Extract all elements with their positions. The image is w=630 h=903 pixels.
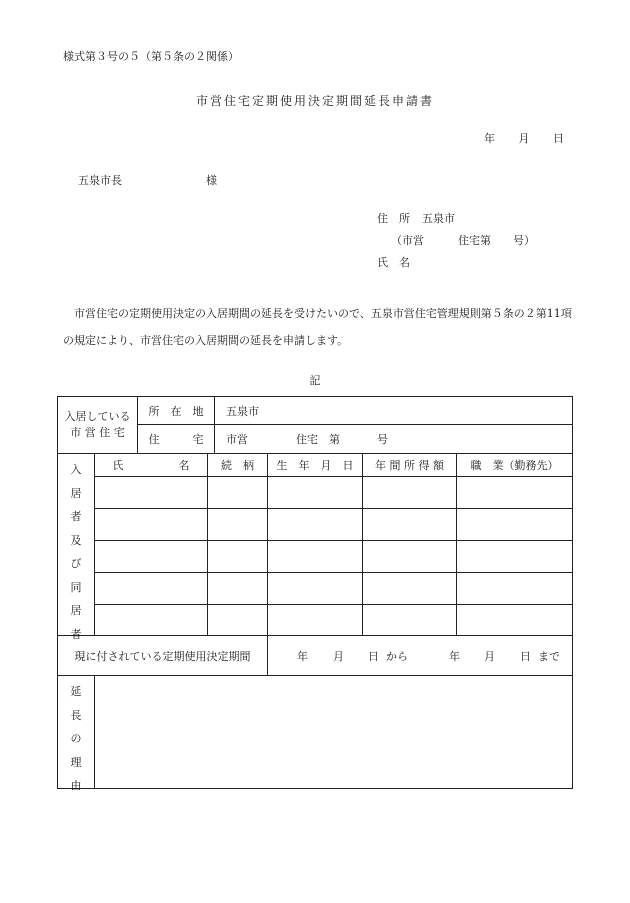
residence-go: 号	[377, 433, 388, 446]
period-values	[268, 636, 572, 675]
housing-label-line1: 入居している	[64, 410, 131, 423]
addressee-name: 五泉市長	[78, 174, 122, 187]
column-header-income: 年 間 所 得 額	[375, 459, 444, 472]
applicant-address-value: 五泉市	[422, 212, 455, 225]
housing-label	[58, 397, 137, 453]
column-header-occupation: 職 業（勤務先）	[470, 459, 559, 472]
period-from: から	[386, 649, 408, 663]
column-header-relation: 続 柄	[221, 459, 254, 472]
addressee-honorific: 様	[206, 174, 217, 187]
applicant-name-label: 氏 名	[377, 256, 410, 269]
reason-label	[58, 680, 94, 798]
column-header-birthdate: 生 年 月 日	[276, 459, 354, 472]
period-end-year: 年	[449, 649, 460, 663]
period-end-day: 日	[520, 649, 531, 663]
document-title: 市営住宅定期使用決定期間延長申請書	[195, 94, 434, 108]
reason-char: 延	[70, 685, 82, 698]
period-start-day: 日	[368, 649, 379, 663]
reason-field[interactable]	[95, 676, 572, 788]
occupants-char: 居	[70, 486, 82, 500]
occupants-label	[58, 458, 94, 646]
reason-char: 長	[70, 708, 82, 722]
date-day: 日	[553, 132, 564, 145]
occupants-char: 同	[70, 580, 82, 594]
location-label: 所 在 地	[148, 404, 204, 418]
applicant-address-label: 住 所	[377, 212, 410, 225]
reason-char: 理	[70, 755, 82, 769]
location-value: 五泉市	[226, 404, 259, 418]
period-start-year: 年	[297, 649, 308, 663]
occupants-char: 及	[70, 533, 82, 547]
ki-heading: 記	[309, 374, 321, 387]
residence-label: 住 宅	[148, 433, 204, 446]
period-start-month: 月	[333, 649, 344, 663]
residence-number-label: 住宅 第	[296, 433, 340, 446]
column-header-name: 氏 名	[112, 459, 190, 472]
form-number-label: 様式第３号の５（第５条の２関係）	[63, 50, 239, 63]
reason-char: 由	[70, 779, 82, 792]
applicant-housing-open: （市営	[391, 234, 424, 247]
period-label: 現に付されている定期使用決定期間	[74, 649, 251, 663]
period-until: まで	[538, 649, 560, 663]
reason-char: の	[70, 732, 82, 745]
housing-label-line2: 市 営 住 宅	[70, 426, 125, 439]
residence-city: 市営	[226, 433, 248, 446]
occupants-char: 者	[70, 627, 82, 641]
applicant-housing-mid: 住宅第	[458, 234, 491, 247]
occupants-char: 入	[70, 463, 82, 476]
date-month: 月	[518, 132, 530, 145]
occupants-char: び	[70, 557, 82, 570]
period-end-month: 月	[484, 649, 495, 663]
applicant-housing-close: 号）	[513, 234, 535, 247]
occupants-char: 者	[70, 510, 82, 523]
occupants-char: 居	[70, 604, 82, 617]
request-paragraph: 市営住宅の定期使用決定の入居期間の延長を受けたいので、五泉市営住宅管理規則第５条の２第11項の規定により、市営住宅の入居期間の延長を申請します。	[63, 307, 572, 347]
date-year: 年	[484, 132, 495, 145]
